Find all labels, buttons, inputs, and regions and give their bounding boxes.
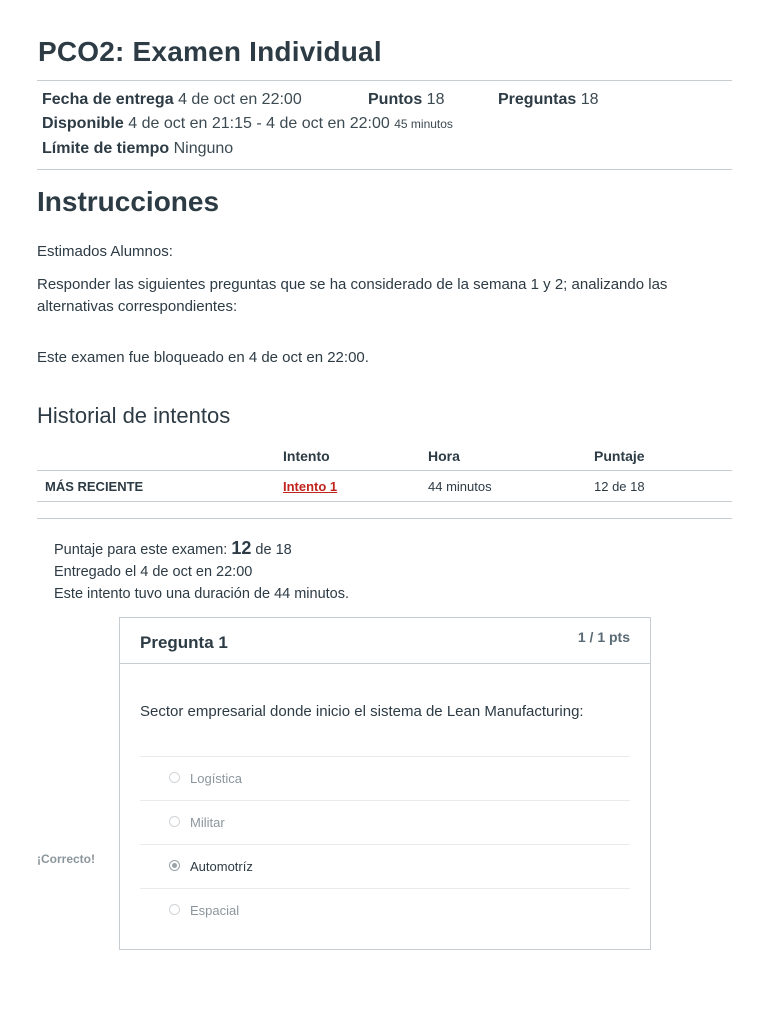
score-prefix: Puntaje para este examen: <box>54 542 228 558</box>
locked-notice: Este examen fue bloqueado en 4 de oct en 22:00. <box>37 349 369 366</box>
column-header: Puntaje <box>594 441 732 471</box>
score-value: 12 <box>231 538 252 558</box>
radio-icon[interactable] <box>169 816 180 827</box>
question-title: Pregunta 1 <box>140 633 228 652</box>
time-limit-value: Ninguno <box>173 140 234 157</box>
score-summary <box>54 538 292 559</box>
divider <box>37 169 732 170</box>
page-title: PCO2: Examen Individual <box>38 36 382 67</box>
questions-label: Preguntas <box>498 91 577 108</box>
divider <box>37 518 732 519</box>
attempt-cell <box>283 471 428 502</box>
meta-row-3 <box>42 140 233 158</box>
table-header-row <box>37 441 732 471</box>
column-header: Intento <box>283 441 428 471</box>
question-card <box>119 617 651 950</box>
history-heading: Historial de intentos <box>37 403 231 428</box>
option-label: Espacial <box>190 903 240 918</box>
divider <box>37 80 732 81</box>
score-suffix: de 18 <box>255 542 292 558</box>
radio-selected-icon[interactable] <box>169 860 180 871</box>
column-header: Hora <box>428 441 594 471</box>
answer-option[interactable] <box>140 800 630 844</box>
meta-row-1 <box>42 91 302 109</box>
instructions-body-line1: Responder las siguientes preguntas que se ha considerado de la semana 1 y 2; analizando las <box>37 276 668 293</box>
available-duration: 45 minutos <box>394 117 453 131</box>
column-header <box>37 441 283 471</box>
answer-option[interactable] <box>140 756 630 800</box>
questions-value: 18 <box>580 91 599 108</box>
question-points: 1 / 1 pts <box>577 629 630 645</box>
time-limit-label: Límite de tiempo <box>42 140 170 157</box>
radio-icon[interactable] <box>169 904 180 915</box>
time-cell: 44 minutos <box>428 471 594 502</box>
instructions-heading: Instrucciones <box>37 186 220 217</box>
instructions-greeting: Estimados Alumnos: <box>37 243 173 260</box>
attempt-link[interactable]: Intento 1 <box>283 478 338 494</box>
questions-meta <box>498 91 599 109</box>
attempt-history-table <box>37 441 732 502</box>
duration-info: Este intento tuvo una duración de 44 minutos. <box>54 586 350 602</box>
score-cell: 12 de 18 <box>594 471 732 502</box>
answer-option[interactable] <box>140 888 630 932</box>
question-text: Sector empresarial donde inicio el sistema de Lean Manufacturing: <box>140 703 584 720</box>
submitted-info: Entregado el 4 de oct en 22:00 <box>54 564 253 580</box>
correct-answer-tag: ¡Correcto! <box>37 852 96 866</box>
option-label: Militar <box>190 815 225 830</box>
due-label: Fecha de entrega <box>42 91 174 108</box>
available-label: Disponible <box>42 115 124 132</box>
due-value: 4 de oct en 22:00 <box>178 91 302 108</box>
option-label: Automotríz <box>190 859 253 874</box>
question-header <box>120 618 650 664</box>
recent-label: MÁS RECIENTE <box>37 471 283 502</box>
available-value: 4 de oct en 21:15 - 4 de oct en 22:00 <box>128 115 390 132</box>
option-label: Logística <box>190 771 243 786</box>
points-meta <box>368 91 444 109</box>
points-value: 18 <box>426 91 445 108</box>
points-label: Puntos <box>368 91 423 108</box>
instructions-body-line2: alternativas correspondientes: <box>37 298 238 315</box>
answer-option-selected[interactable] <box>140 844 630 888</box>
radio-icon[interactable] <box>169 772 180 783</box>
meta-row-2 <box>42 115 453 133</box>
table-row <box>37 471 732 502</box>
